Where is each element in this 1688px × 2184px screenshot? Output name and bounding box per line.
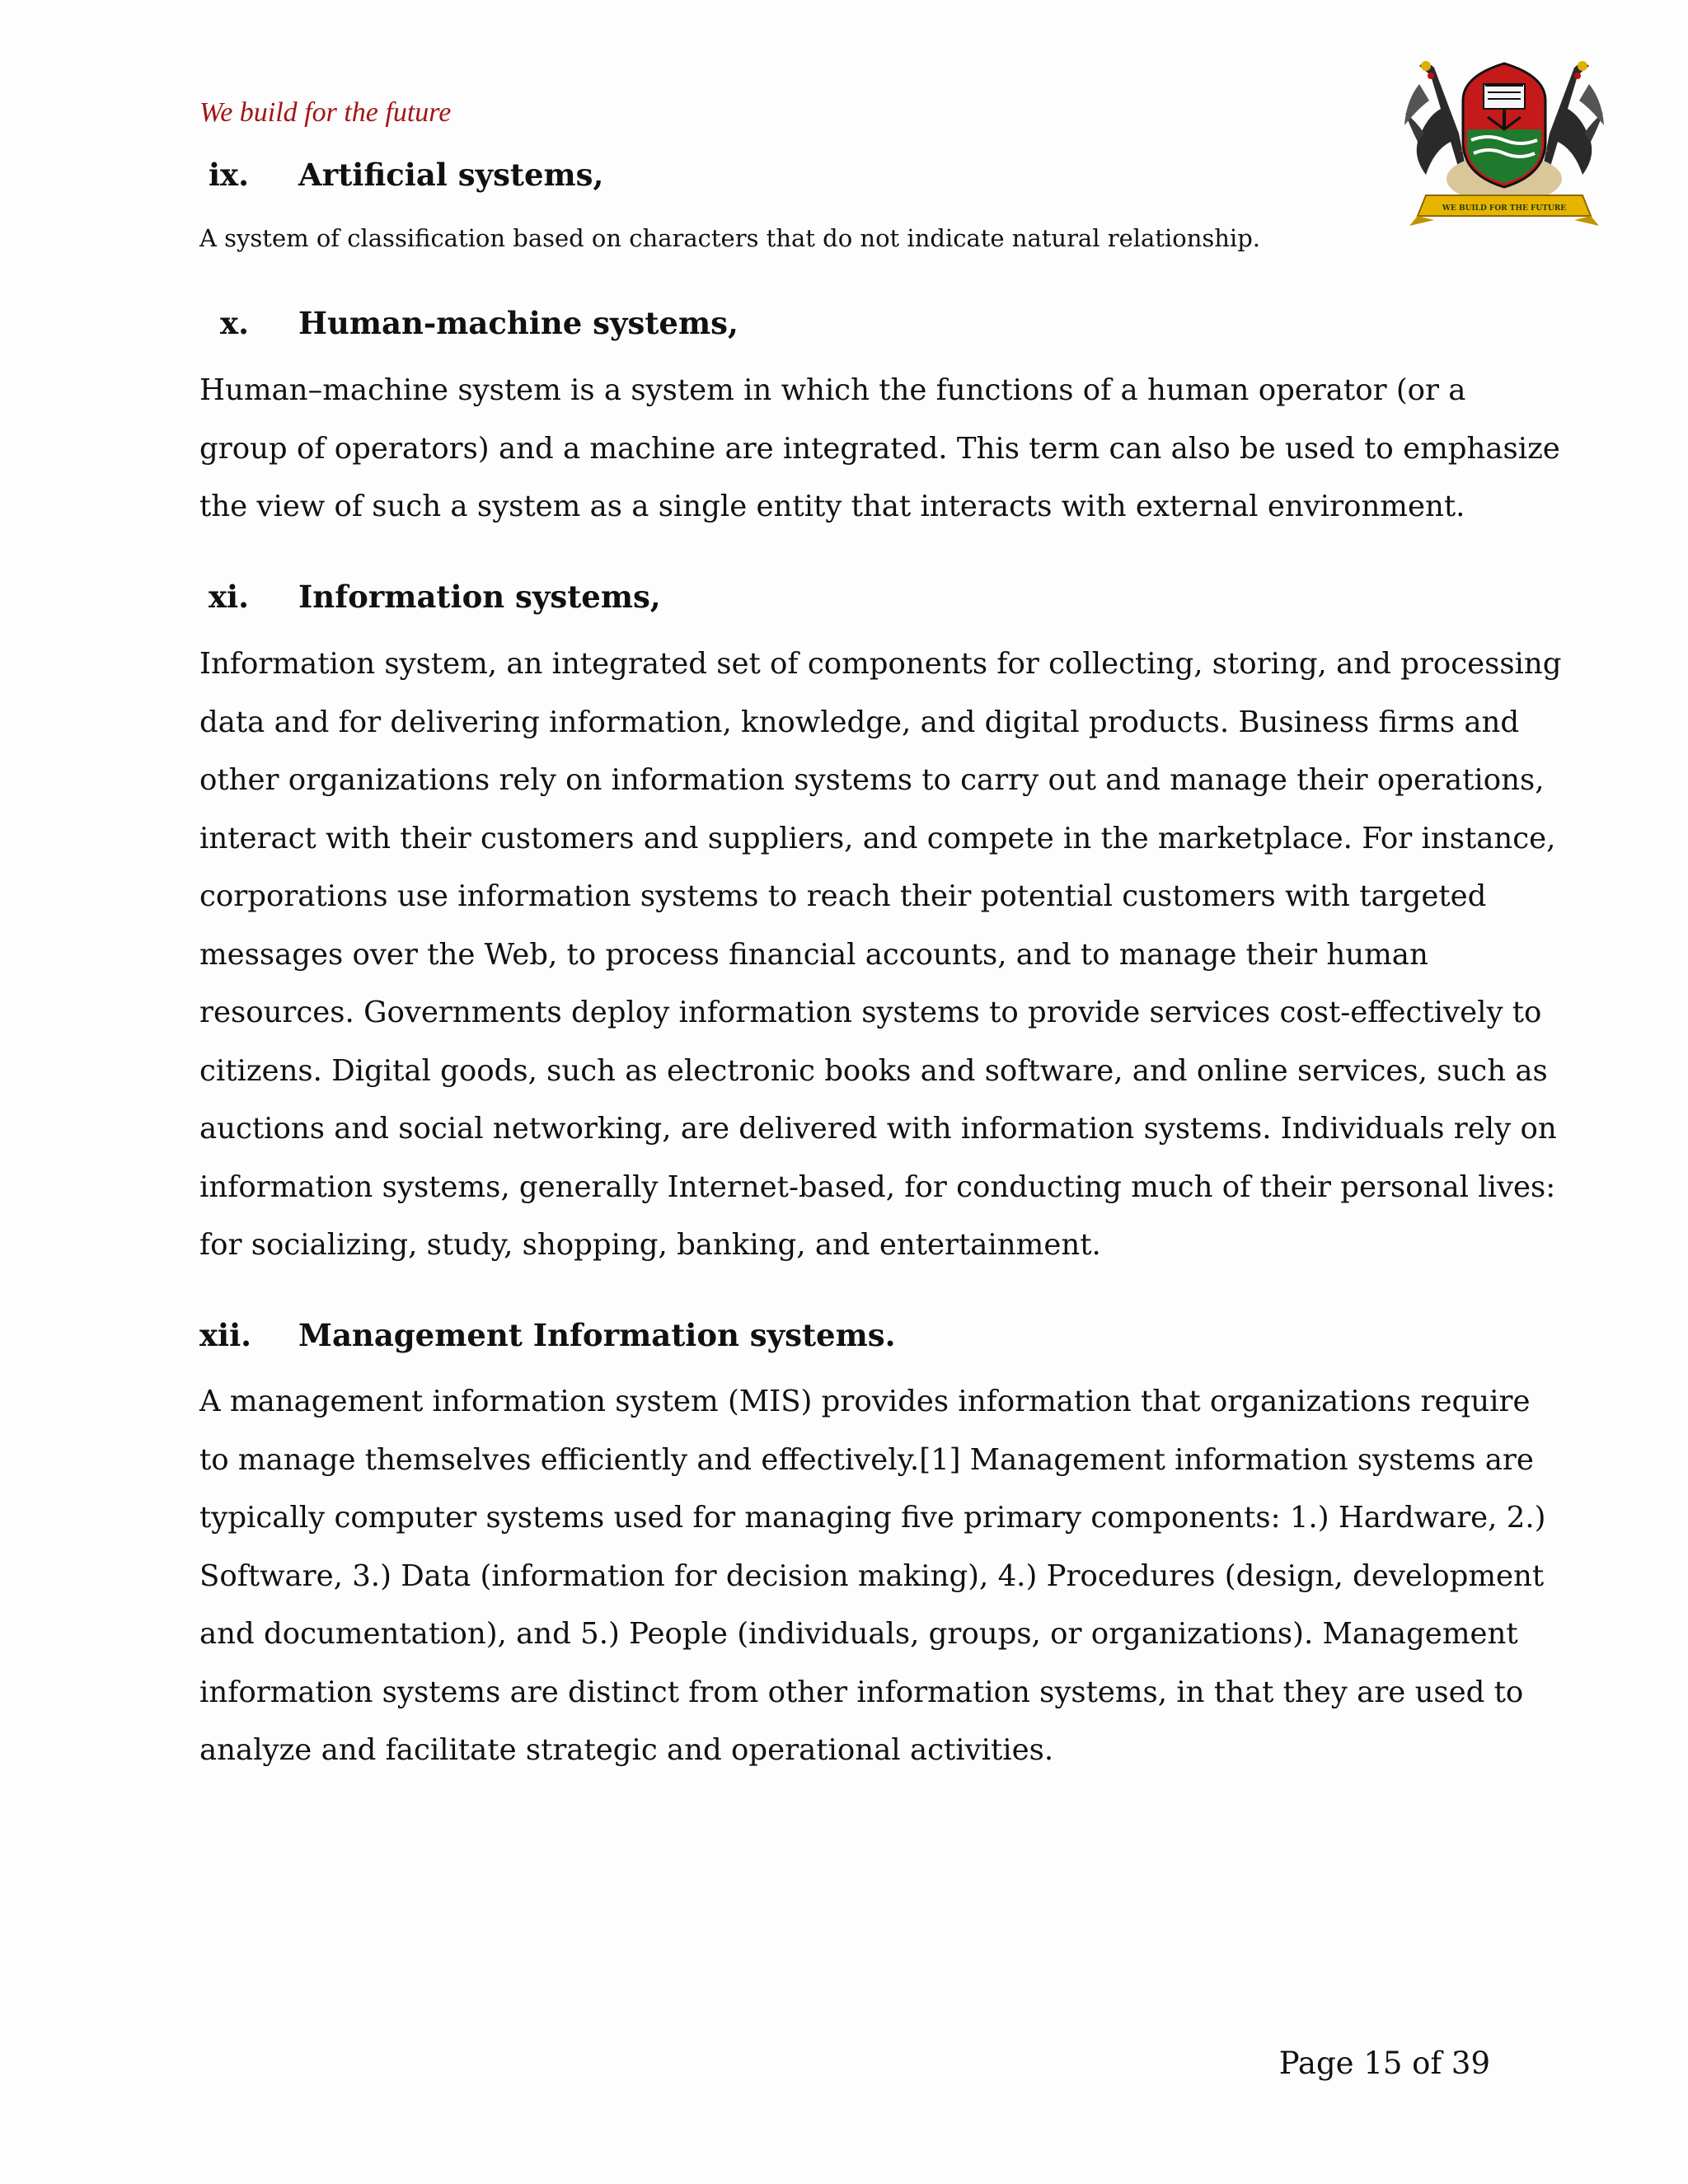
motto-banner-icon — [1409, 195, 1599, 226]
paragraph-line: other organizations rely on information systems to carry out and manage their operations, — [199, 763, 1545, 797]
paragraph-line: information systems, generally Internet-based, for conducting much of their personal lives: — [199, 1169, 1556, 1204]
paragraph-line: auctions and social networking, are delivered with information systems. Individuals rely on — [199, 1112, 1557, 1146]
paragraph-line: for socializing, study, shopping, banking, and entertainment. — [199, 1228, 1101, 1262]
section-heading-x — [199, 305, 738, 341]
header-motto: We build for the future — [199, 97, 452, 128]
paragraph-line: A management information system (MIS) provides information that organizations require — [199, 1385, 1531, 1418]
section-number: ix. — [209, 157, 249, 193]
section-body-ix: A system of classification based on characters that do not indicate natural relationship. — [199, 224, 1260, 252]
page-number: Page 15 of 39 — [1278, 2046, 1490, 2081]
paragraph-line: data and for delivering information, knowledge, and digital products. Business firms and — [199, 705, 1520, 739]
paragraph-line: typically computer systems used for managing five primary components: 1.) Hardware, 2.) — [199, 1501, 1546, 1535]
section-number: x. — [220, 305, 249, 341]
section-title: Management Information systems. — [298, 1317, 896, 1353]
crane-right-icon — [1541, 61, 1604, 175]
paragraph-line: messages over the Web, to process financial accounts, and to manage their human — [199, 937, 1428, 972]
section-heading-ix — [199, 157, 604, 193]
section-body-x — [199, 362, 1560, 537]
university-crest-logo — [1401, 51, 1607, 232]
section-heading-xii — [199, 1317, 896, 1353]
svg-text:WE BUILD FOR THE FUTURE: WE BUILD FOR THE FUTURE — [1442, 204, 1567, 213]
section-number: xi. — [209, 579, 249, 615]
paragraph-line: citizens. Digital goods, such as electronic books and software, and online services, such as — [199, 1053, 1548, 1088]
paragraph-line: Human–machine system is a system in which the functions of a human operator (or a — [199, 373, 1466, 407]
section-body-xii — [199, 1373, 1546, 1780]
section-title: Human-machine systems, — [298, 305, 738, 341]
paragraph-line: corporations use information systems to reach their potential customers with targeted — [199, 879, 1487, 913]
paragraph-line: and documentation), and 5.) People (individuals, groups, or organizations). Management — [199, 1617, 1518, 1651]
shield-icon — [1463, 63, 1545, 187]
paragraph-line: analyze and facilitate strategic and operational activities. — [199, 1733, 1054, 1767]
paragraph-line: interact with their customers and suppliers, and compete in the marketplace. For instance, — [199, 821, 1556, 855]
paragraph-line: to manage themselves efficiently and effectively.[1] Management information systems are — [199, 1442, 1534, 1477]
section-title: Information systems, — [298, 579, 661, 615]
paragraph-line: Software, 3.) Data (information for decision making), 4.) Procedures (design, development — [199, 1558, 1545, 1593]
section-number: xii. — [199, 1317, 252, 1353]
section-title: Artificial systems, — [298, 157, 604, 193]
paragraph-line: resources. Governments deploy information systems to provide services cost-effectively to — [199, 996, 1542, 1029]
paragraph-line: group of operators) and a machine are integrated. This term can also be used to emphasize — [199, 431, 1560, 466]
section-body-xi — [199, 635, 1562, 1275]
paragraph-line: Information system, an integrated set of components for collecting, storing, and processing — [199, 647, 1562, 681]
paragraph-line: the view of such a system as a single entity that interacts with external environment. — [199, 490, 1465, 523]
section-heading-xi — [199, 579, 661, 615]
paragraph-line: information systems are distinct from other information systems, in that they are used to — [199, 1675, 1524, 1709]
crane-left-icon — [1404, 61, 1467, 175]
